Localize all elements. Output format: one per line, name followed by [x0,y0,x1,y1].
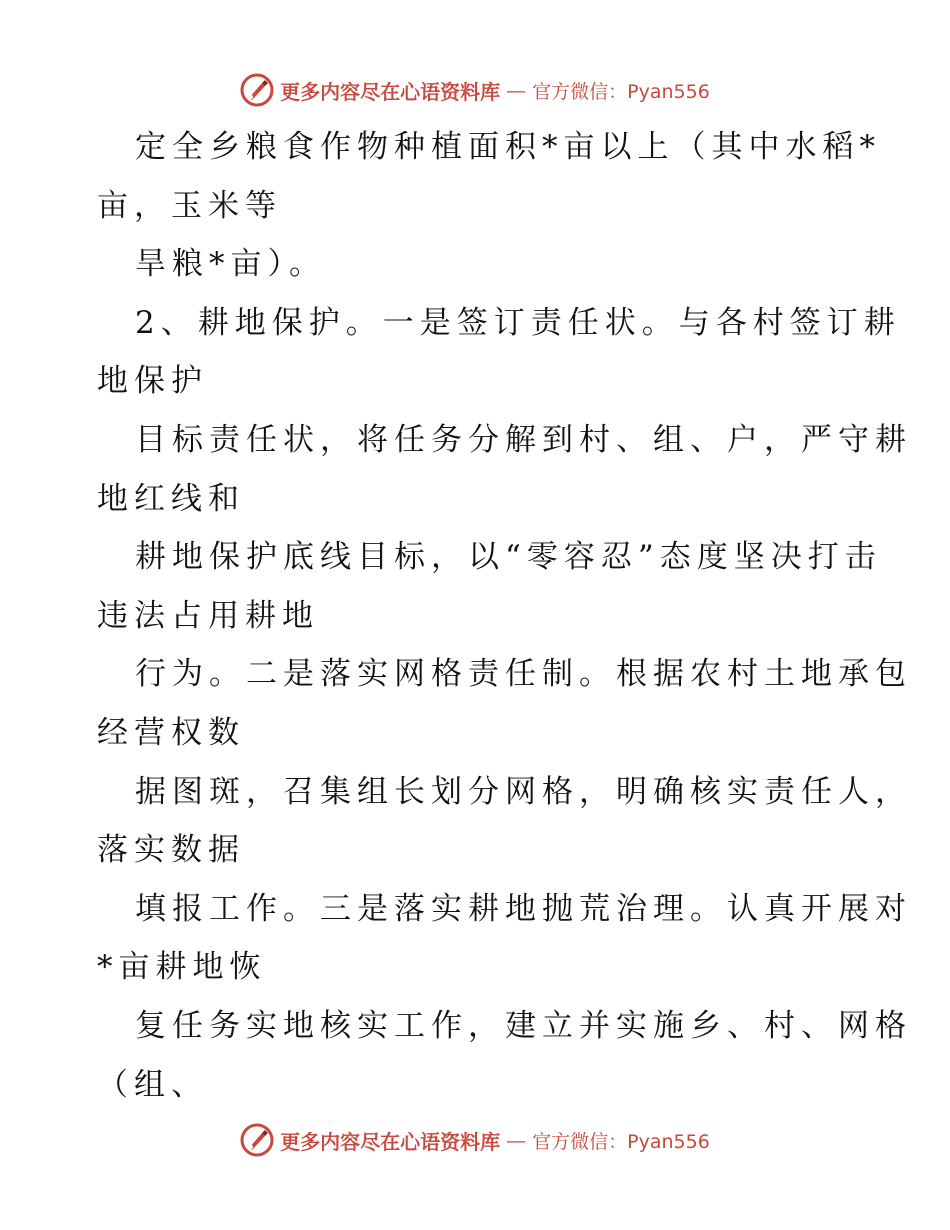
body-line: 地保护 [97,363,208,400]
body-line: 耕地保护底线目标，以“零容忍”态度坚决打击 [135,539,882,576]
pen-seal-logo-icon [240,73,274,107]
header-watermark [0,70,950,110]
watermark-main-text: 更多内容尽在心语资料库 [280,79,501,104]
body-line: *亩耕地恢 [97,949,267,986]
document-body [97,118,912,1114]
body-line: （组、 [97,1066,208,1103]
body-line: 复任务实地核实工作，建立并实施乡、村、网格 [135,1007,912,1044]
body-line: 据图斑，召集组长划分网格，明确核实责任人， [135,773,912,810]
body-line: 2、耕地保护。一是签订责任状。与各村签订耕 [135,304,901,341]
body-line: 违法占用耕地 [97,597,319,634]
watermark-separator: — [506,78,527,102]
body-line: 落实数据 [97,832,245,869]
watermark-wechat-text: 官方微信：Pyan556 [532,80,710,103]
body-line: 亩，玉米等 [97,187,282,224]
body-line: 目标责任状，将任务分解到村、组、户，严守耕 [135,421,912,458]
body-line: 填报工作。三是落实耕地抛荒治理。认真开展对 [135,890,912,927]
body-line: 定全乡粮食作物种植面积*亩以上（其中水稻* [135,129,881,165]
watermark-separator: — [506,1128,527,1152]
pen-seal-logo-icon [240,1123,274,1157]
body-line: 旱粮*亩）。 [135,246,326,283]
footer-watermark [0,1120,950,1160]
watermark-wechat-text: 官方微信：Pyan556 [532,1130,710,1153]
body-line: 经营权数 [97,714,245,751]
watermark-main-text: 更多内容尽在心语资料库 [280,1129,501,1154]
body-line: 地红线和 [97,480,245,517]
body-line: 行为。二是落实网格责任制。根据农村土地承包 [135,656,912,693]
